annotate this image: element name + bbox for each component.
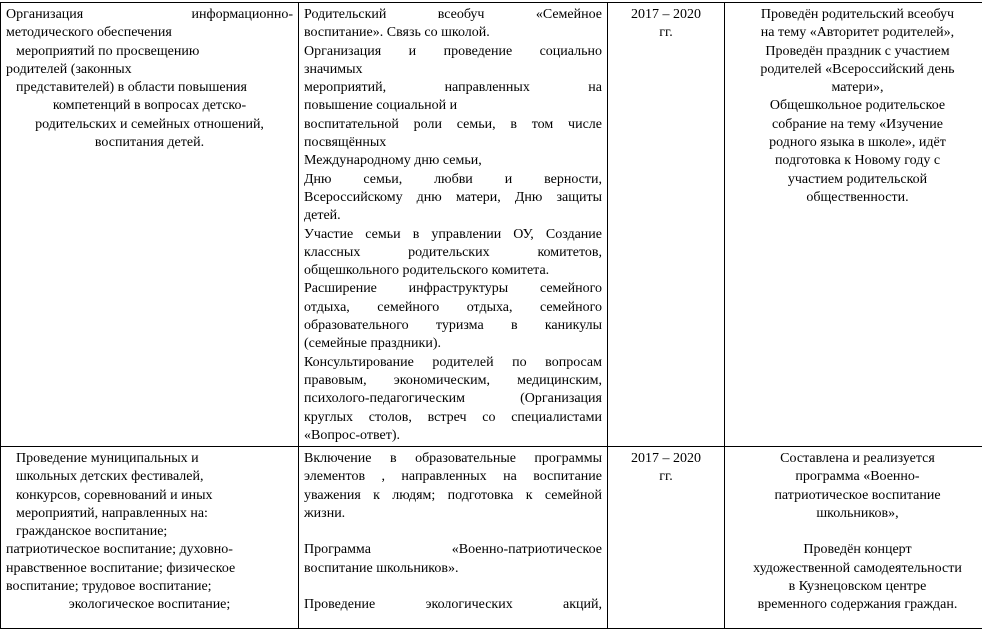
text-line: школьных детских фестивалей, [6,468,293,486]
table-row [1,3,982,447]
period-cell [608,447,725,629]
text-line: Родительский всеобуч «Семейное [304,6,602,24]
text-line: матери», [730,79,982,97]
blank-line [304,523,602,541]
text-line: повышение социальной и [304,97,602,115]
text-line: представителей) в области повышения [6,79,293,97]
text-line: художественной самодеятельности [730,560,982,578]
text-line: подготовка к Новому году с [730,152,982,170]
text-line: значимых [304,61,602,79]
text-line: правовым, экономическим, медицинским, [304,372,602,390]
text-line: Общешкольное родительское [730,97,982,115]
period-years: 2017 – 2020 [613,6,719,24]
text-line: гражданское воспитание; [6,523,293,541]
text-line: методического обеспечения [6,24,293,42]
text-line: мероприятий по просвещению [6,43,293,61]
table-row [1,447,982,629]
text-line: Всероссийскому дню матери, Дню защиты [304,189,602,207]
text-line: родителей «Всероссийский день [730,61,982,79]
text-line: Консультирование родителей по вопросам [304,354,602,372]
text-line: на тему «Авторитет родителей», [730,24,982,42]
text-line: «Вопрос-ответ). [304,427,602,445]
text-line: детей. [304,207,602,225]
period-years: 2017 – 2020 [613,450,719,468]
text-line: родительских и семейных отношений, [6,116,293,134]
text-line: нравственное воспитание; физическое [6,560,293,578]
text-line: отдыха, семейного отдыха, семейного [304,299,602,317]
plan-table [0,2,982,629]
text-line: элементов , направленных на воспитание [304,468,602,486]
text-line: в Кузнецовском центре [730,578,982,596]
blank-line [304,578,602,596]
text-line: Международному дню семьи, [304,152,602,170]
period-suffix: гг. [613,468,719,486]
text-line: воспитательной роли семьи, в том числе [304,116,602,134]
text-line: общешкольного родительского комитета. [304,262,602,280]
text-line: участием родительской [730,171,982,189]
text-line: Программа «Военно-патриотическое [304,541,602,559]
text-line: жизни. [304,505,602,523]
text-line: Расширение инфраструктуры семейного [304,280,602,298]
direction-cell [1,3,299,447]
text-line: воспитание». Связь со школой. [304,24,602,42]
text-line: родителей (законных [6,61,293,79]
text-line: компетенций в вопросах детско- [6,97,293,115]
measures-cell [299,3,608,447]
text-line: Составлена и реализуется [730,450,982,468]
text-line: уважения к людям; подготовка к семейной [304,487,602,505]
result-cell [725,3,982,447]
text-line: психолого-педагогическим (Организация [304,390,602,408]
text-line: воспитание; трудовое воспитание; [6,578,293,596]
text-line: экологическое воспитание; [6,596,293,614]
text-line: воспитания детей. [6,134,293,152]
text-line: воспитание школьников». [304,560,602,578]
text-line: Проведение муниципальных и [6,450,293,468]
text-line: Организация информационно- [6,6,293,24]
text-line: Участие семьи в управлении ОУ, Создание [304,226,602,244]
text-line: конкурсов, соревнований и иных [6,487,293,505]
text-line: Дню семьи, любви и верности, [304,171,602,189]
text-line: программа «Военно- [730,468,982,486]
text-line: классных родительских комитетов, [304,244,602,262]
text-line: Проведён концерт [730,541,982,559]
text-line: родного языка в школе», идёт [730,134,982,152]
text-line: мероприятий, направленных на: [6,505,293,523]
text-line: Проведён праздник с участием [730,43,982,61]
text-line: патриотическое воспитание [730,487,982,505]
result-cell [725,447,982,629]
text-line: мероприятий, направленных на [304,79,602,97]
text-line: Включение в образовательные программы [304,450,602,468]
text-line: Проведён родительский всеобуч [730,6,982,24]
text-line: временного содержания граждан. [730,596,982,614]
text-line: посвящённых [304,134,602,152]
period-cell [608,3,725,447]
text-line: круглых столов, встреч со специалистами [304,409,602,427]
text-line: Организация и проведение социально [304,43,602,61]
text-line: образовательного туризма в каникулы [304,317,602,335]
text-line: Проведение экологических акций, [304,596,602,614]
measures-cell [299,447,608,629]
text-line: (семейные праздники). [304,335,602,353]
text-line: собрание на тему «Изучение [730,116,982,134]
period-suffix: гг. [613,24,719,42]
text-line: школьников», [730,505,982,523]
direction-cell [1,447,299,629]
text-line: общественности. [730,189,982,207]
text-line: патриотическое воспитание; духовно- [6,541,293,559]
blank-line [730,523,982,541]
